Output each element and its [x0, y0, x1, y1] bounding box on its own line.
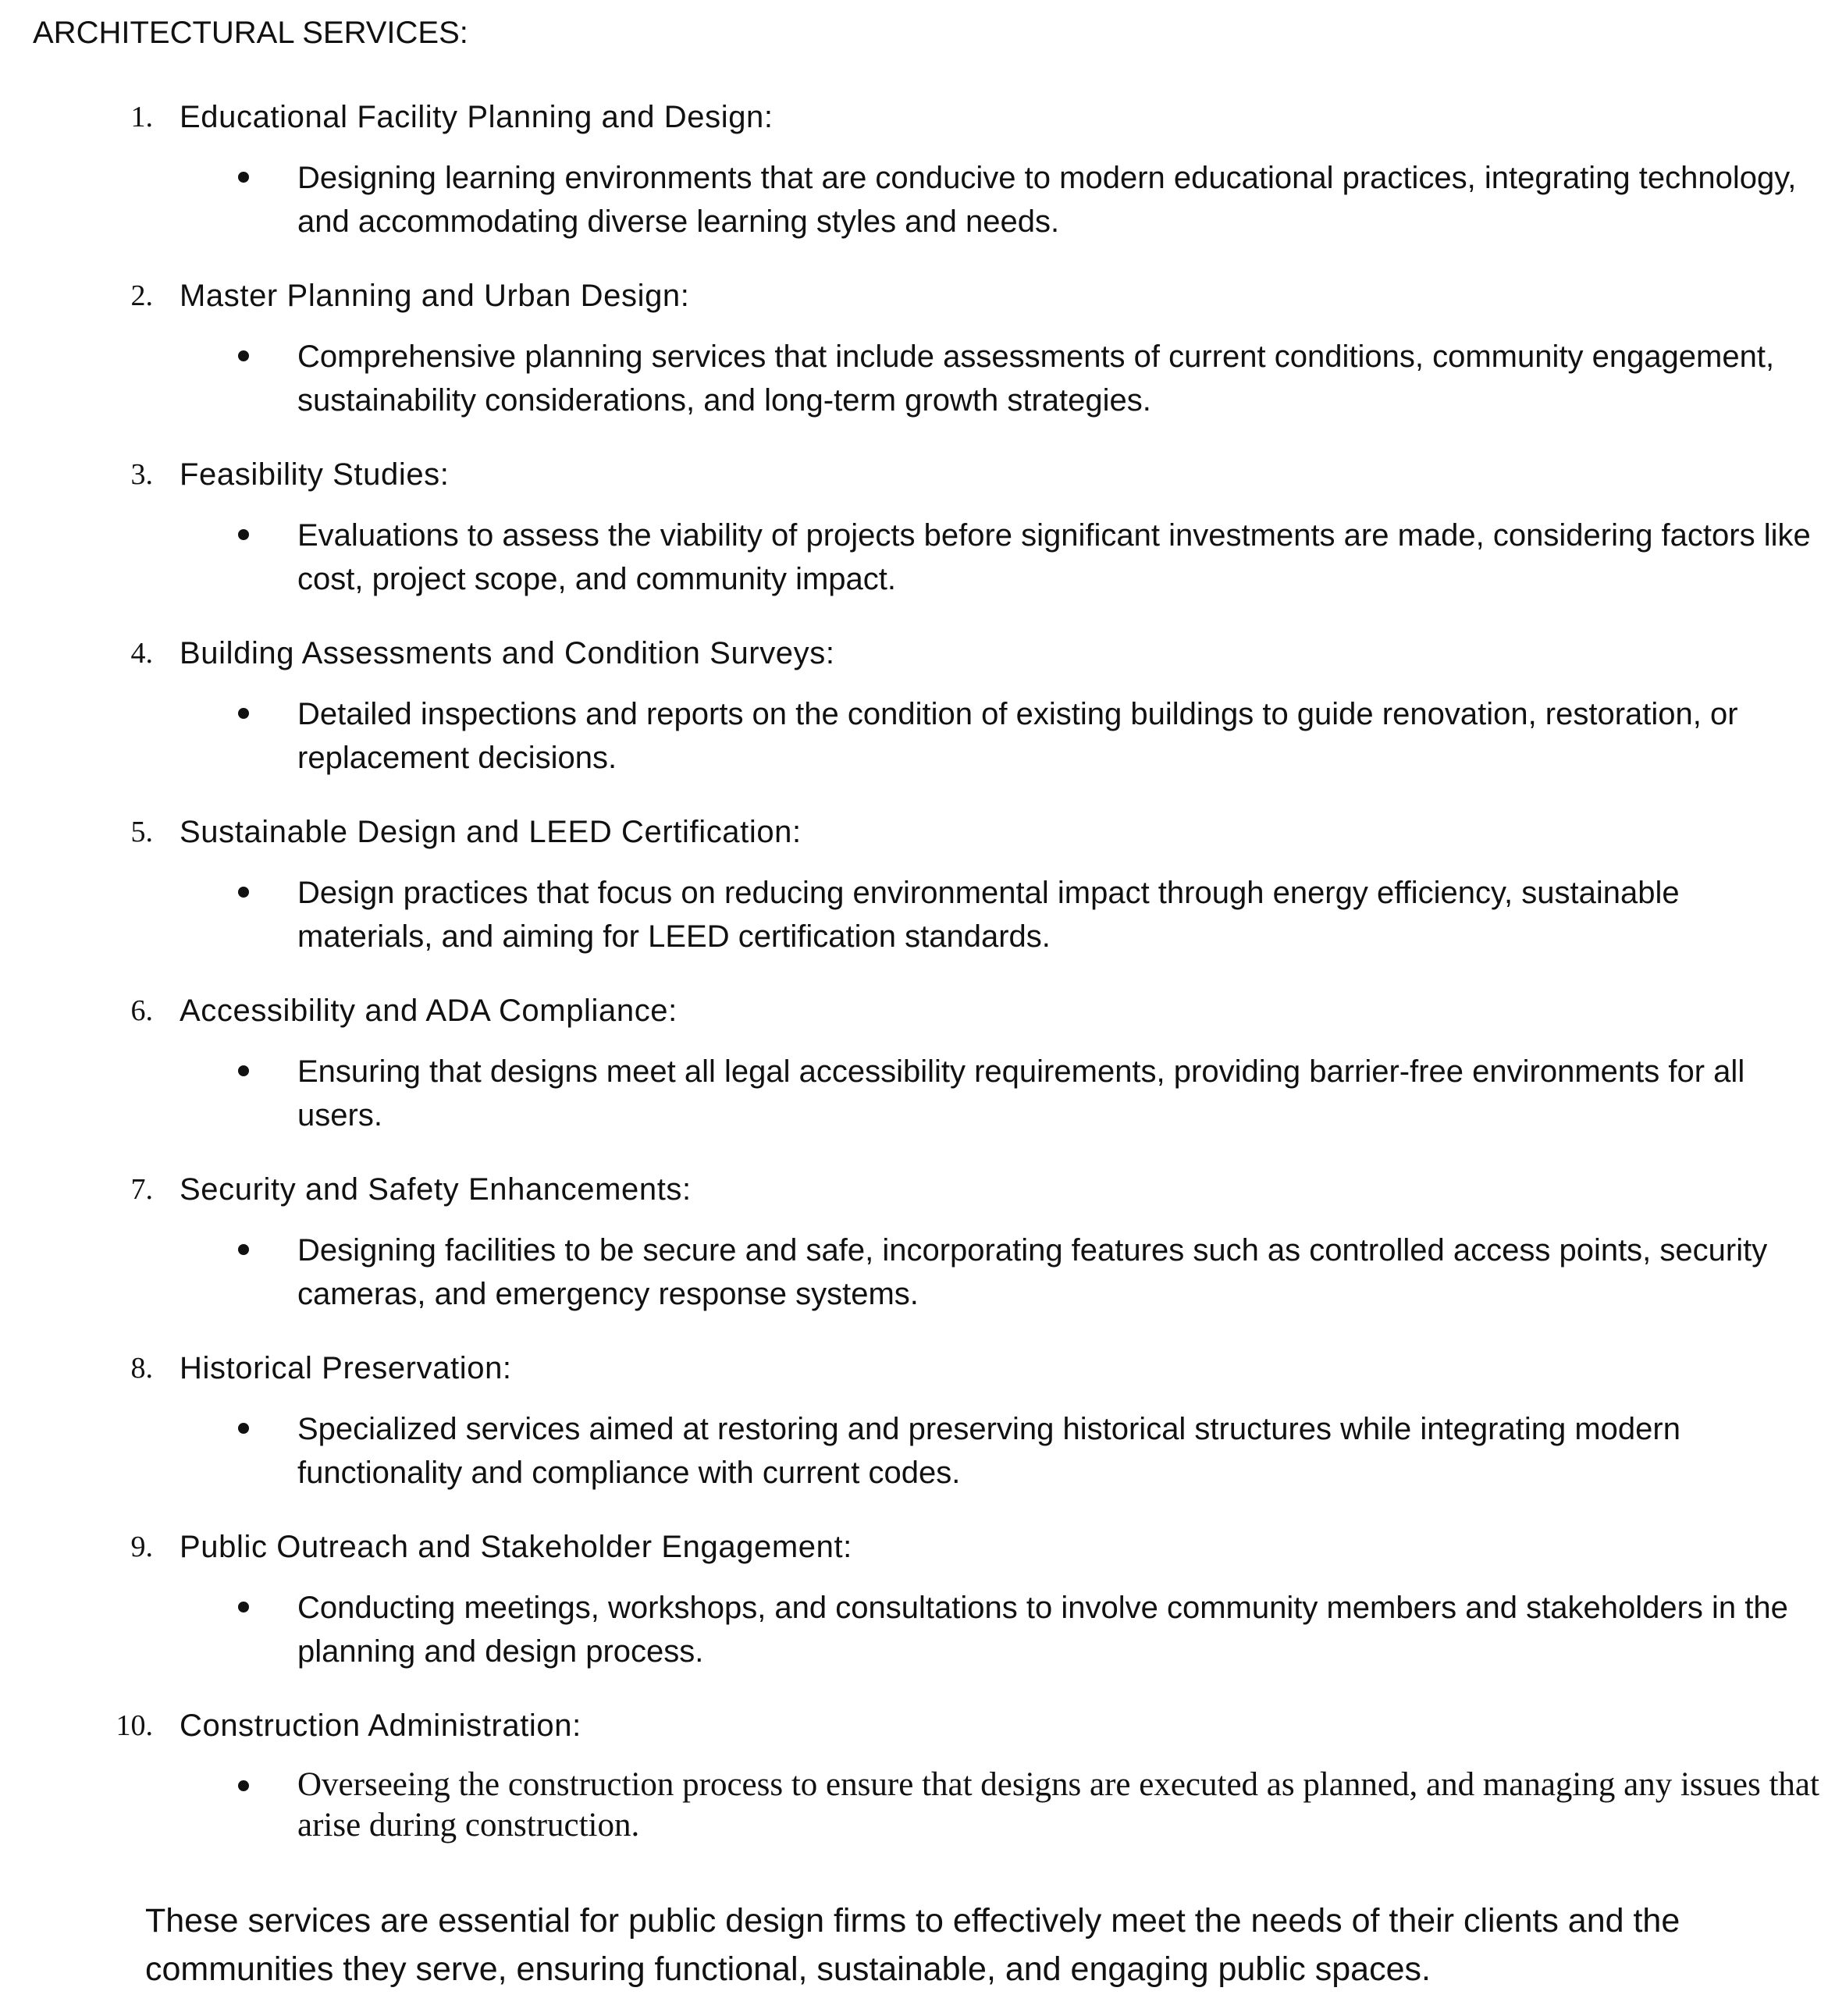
bullet-icon [238, 1780, 249, 1791]
bullet-icon [238, 1423, 249, 1434]
item-title: Sustainable Design and LEED Certification: [180, 815, 802, 849]
item-title: Historical Preservation: [180, 1351, 512, 1385]
item-title: Building Assessments and Condition Surveys: [180, 636, 835, 670]
summary-paragraph: These services are essential for public design firms to effectively meet the needs of their clients and the communities they serve, ensuring functional, sustainable, and engaging public spaces. [145, 1902, 1680, 1988]
item-number: 3. [130, 458, 153, 491]
item-title: Feasibility Studies: [180, 457, 450, 492]
bullet-icon [238, 1244, 249, 1255]
item-description: Detailed inspections and reports on the condition of existing buildings to guide renovation, restoration, or replacement decisions. [297, 697, 1738, 775]
item-number: 8. [130, 1352, 153, 1385]
item-number: 2. [130, 279, 153, 312]
item-description: Overseeing the construction process to ensure that designs are executed as planned, and managing any issues that arise during construction. [297, 1766, 1819, 1844]
item-number: 1. [130, 101, 153, 133]
item-number: 4. [130, 637, 153, 670]
bullet-icon [238, 708, 249, 719]
item-number: 9. [130, 1531, 153, 1563]
bullet-icon [238, 172, 249, 183]
item-description: Design practices that focus on reducing environmental impact through energy efficiency, sustainable materials, and aiming for LEED certification standards. [297, 876, 1680, 954]
item-description: Evaluations to assess the viability of projects before significant investments are made, considering factors like cost, project scope, and community impact. [297, 518, 1811, 596]
item-description: Designing facilities to be secure and safe, incorporating features such as controlled access points, security cameras, and emergency response systems. [297, 1233, 1768, 1311]
bullet-icon [238, 529, 249, 540]
section-heading: ARCHITECTURAL SERVICES: [33, 16, 468, 50]
item-description: Designing learning environments that are conducive to modern educational practices, integrating technology, and accommodating diverse learning styles and needs. [297, 161, 1797, 239]
item-title: Master Planning and Urban Design: [180, 279, 690, 313]
item-description: Specialized services aimed at restoring and preserving historical structures while integrating modern functionality and compliance with current codes. [297, 1412, 1680, 1490]
item-number: 6. [130, 994, 153, 1027]
item-description: Conducting meetings, workshops, and consultations to involve community members and stakeholders in the planning and design process. [297, 1591, 1788, 1669]
item-title: Accessibility and ADA Compliance: [180, 994, 677, 1028]
item-title: Educational Facility Planning and Design: [180, 100, 774, 134]
bullet-icon [238, 887, 249, 898]
bullet-icon [238, 350, 249, 361]
item-description: Comprehensive planning services that include assessments of current conditions, community engagement, sustainability considerations, and long-term growth strategies. [297, 340, 1775, 418]
bullet-icon [238, 1065, 249, 1076]
item-title: Security and Safety Enhancements: [180, 1172, 692, 1207]
item-description: Ensuring that designs meet all legal accessibility requirements, providing barrier-free environments for all users. [297, 1054, 1745, 1132]
item-number: 5. [130, 816, 153, 848]
bullet-icon [238, 1602, 249, 1612]
item-number: 10. [116, 1709, 153, 1742]
item-title: Public Outreach and Stakeholder Engagement: [180, 1530, 852, 1564]
item-title: Construction Administration: [180, 1708, 581, 1743]
item-number: 7. [130, 1173, 153, 1206]
